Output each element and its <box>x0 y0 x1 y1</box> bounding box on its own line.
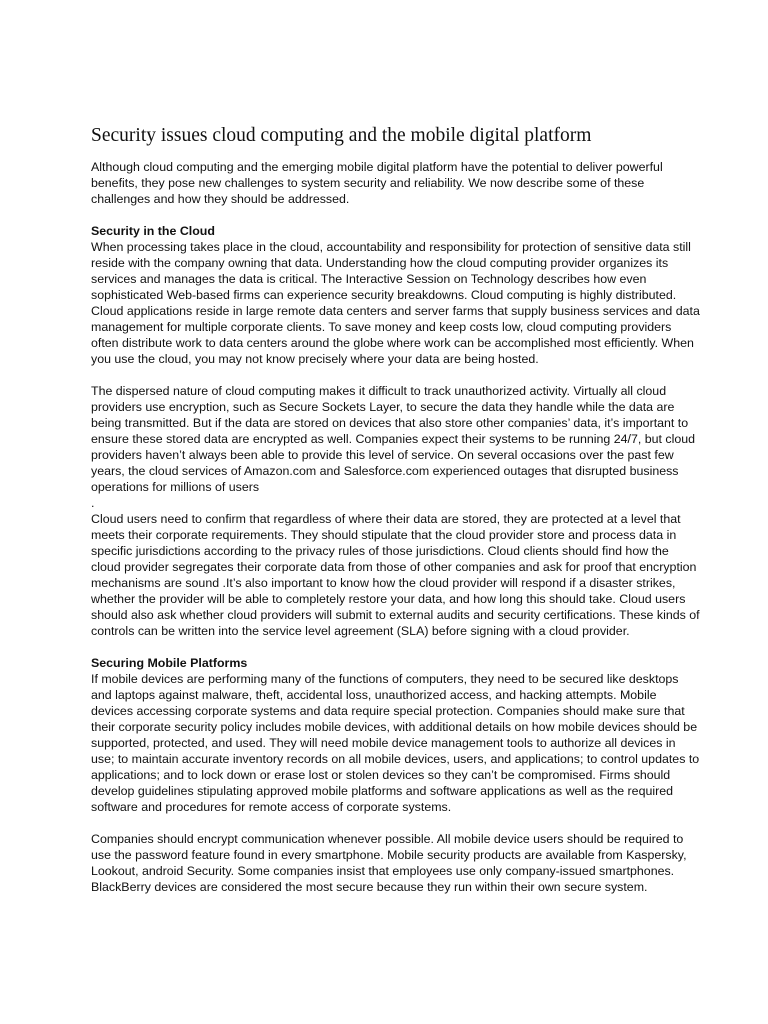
text-line: operations for millions of users <box>91 480 260 494</box>
text-line: Although cloud computing and the emerging mobile digital platform have the potential to deliver powerful <box>91 160 663 174</box>
text-line: use; to maintain accurate inventory records on all mobile devices, users, and applications; to control updates to <box>91 752 700 766</box>
spacer <box>91 367 691 383</box>
cloud-paragraph-1 <box>91 239 700 367</box>
text-line: supported, protected, and used. They will need mobile device management tools to authorize all devices in <box>91 736 676 750</box>
text-line: specific jurisdictions according to the privacy rules of those jurisdictions. Cloud clients should find how the <box>91 544 669 558</box>
text-line: software and procedures for remote access of corporate systems. <box>91 800 452 814</box>
cloud-paragraph-3 <box>91 511 700 639</box>
document-title: Security issues cloud computing and the mobile digital platform <box>91 125 592 146</box>
section-heading-cloud-security: Security in the Cloud <box>91 224 215 238</box>
text-line: you use the cloud, you may not know precisely where your data are being hosted. <box>91 352 539 366</box>
text-line: Cloud users need to confirm that regardless of where their data are stored, they are protected at a level that <box>91 512 681 526</box>
text-line: often distribute work to data centers around the globe where work can be accomplished most efficiently. When <box>91 336 694 350</box>
text-line: Lookout, android Security. Some companies insist that employees use only company-issued smartphones. <box>91 864 675 878</box>
text-line: Cloud applications reside in large remote data centers and server farms that supply business services and data <box>91 304 700 318</box>
text-line: controls can be written into the service level agreement (SLA) before signing with a cloud provider. <box>91 624 630 638</box>
text-line: management for multiple corporate clients. To save money and keep costs low, cloud computing providers <box>91 320 672 334</box>
section-heading-mobile-platforms: Securing Mobile Platforms <box>91 656 248 670</box>
text-line: mechanisms are sound .It’s also important to know how the cloud provider will respond if a disaster strikes, <box>91 576 676 590</box>
document-page <box>91 124 700 895</box>
spacer <box>91 639 691 655</box>
mobile-paragraph-1 <box>91 671 700 815</box>
text-line: benefits, they pose new challenges to system security and reliability. We now describe some of these <box>91 176 645 190</box>
text-line: providers use encryption, such as Secure Sockets Layer, to secure the data they handle while the data are <box>91 400 675 414</box>
mobile-paragraph-2 <box>91 831 691 895</box>
text-line: If mobile devices are performing many of the functions of computers, they need to be secured like desktops <box>91 672 679 686</box>
text-line: should also ask whether cloud providers will submit to external audits and security certifications. These kinds of <box>91 608 700 622</box>
text-line: meets their corporate requirements. They should stipulate that the cloud provider store and process data in <box>91 528 677 542</box>
cloud-paragraph-2 <box>91 383 696 511</box>
text-line: applications; and to lock down or erase lost or stolen devices so they can’t be compromised. Firms should <box>91 768 671 782</box>
text-line: ensure these stored data are encrypted as well. Companies expect their systems to be running 24/7, but cloud <box>91 432 696 446</box>
text-line: providers haven’t always been able to provide this level of service. On several occasions over the past few <box>91 448 674 462</box>
text-line: whether the provider will be able to completely restore your data, and how long this should take. Cloud users <box>91 592 686 606</box>
text-line: being transmitted. But if the data are stored on devices that also store other companies’ data, it’s important to <box>91 416 689 430</box>
text-line: their corporate security policy includes mobile devices, with additional details on how mobile devices should be <box>91 720 698 734</box>
text-line: cloud provider segregates their corporate data from those of other companies and ask for proof that encryption <box>91 560 697 574</box>
text-line: The dispersed nature of cloud computing makes it difficult to track unauthorized activity. Virtually all cloud <box>91 384 667 398</box>
text-line: When processing takes place in the cloud, accountability and responsibility for protection of sensitive data still <box>91 240 691 254</box>
text-line: services and manages the data is critical. The Interactive Session on Technology describes how even <box>91 272 647 286</box>
text-line: BlackBerry devices are considered the most secure because they run within their own secure system. <box>91 880 648 894</box>
spacer <box>91 207 691 223</box>
text-line: Companies should encrypt communication whenever possible. All mobile device users should be required to <box>91 832 684 846</box>
text-line: . <box>91 496 95 510</box>
text-line: sophisticated Web-based firms can experience security breakdowns. Cloud computing is highly distributed. <box>91 288 677 302</box>
text-line: develop guidelines stipulating approved mobile platforms and software applications as well as the required <box>91 784 674 798</box>
intro-paragraph <box>91 159 691 207</box>
text-line: use the password feature found in every smartphone. Mobile security products are available from Kaspersky, <box>91 848 687 862</box>
text-line: years, the cloud services of Amazon.com and Salesforce.com experienced outages that disrupted business <box>91 464 679 478</box>
text-line: devices accessing corporate systems and data require special protection. Companies should make sure that <box>91 704 685 718</box>
text-line: and laptops against malware, theft, accidental loss, unauthorized access, and hacking attempts. Mobile <box>91 688 657 702</box>
text-line: challenges and how they should be addressed. <box>91 192 350 206</box>
spacer <box>91 815 691 831</box>
text-line: reside with the company owning that data. Understanding how the cloud computing provider organizes its <box>91 256 669 270</box>
